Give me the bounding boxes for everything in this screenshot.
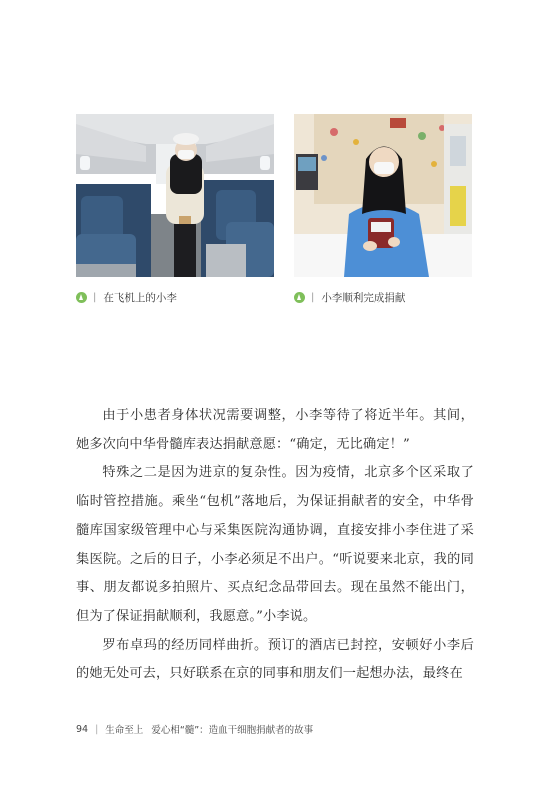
- paragraph-1: 由于小患者身体状况需要调整，小李等待了将近半年。其间，她多次向中华骨髓库表达捐献意愿：“确定，无比确定！”: [76, 408, 474, 452]
- paragraph-2: 特殊之二是因为进京的复杂性。因为疫情，北京多个区采取了临时管控措施。乘坐“包机”落地后，为保证捐献者的安全，中华骨髓库国家级管理中心与采集医院沟通协调，直接安排小李住进了采集医院。之后的日子，小李必须足不出户。“听说要来北京，我的同事、朋友都说多拍照片、买点纪念品带回去。现在虽然不能出门，但为了保证捐献顺利，我愿意。”小李说。: [76, 465, 474, 624]
- caption-marker-icon: [294, 292, 305, 303]
- caption-marker-icon: [76, 292, 87, 303]
- page-footer: [76, 722, 313, 736]
- caption-text: 小李顺利完成捐献: [321, 291, 406, 304]
- caption-hospital: [294, 289, 405, 305]
- chapter-title: 爱心相“髓”：造血干细胞捐献者的故事: [151, 725, 314, 736]
- caption-airplane: [76, 289, 177, 305]
- photo-hospital: [294, 114, 472, 277]
- caption-separator: |: [311, 291, 315, 303]
- article-body: [76, 402, 474, 689]
- caption-separator: |: [93, 291, 97, 303]
- footer-separator: |: [95, 723, 99, 735]
- page-number: 94: [76, 723, 89, 735]
- caption-text: 在飞机上的小李: [103, 291, 177, 304]
- photo-airplane: [76, 114, 274, 277]
- book-title: 生命至上: [105, 725, 144, 736]
- paragraph-3: 罗布卓玛的经历同样曲折。预订的酒店已封控，安顿好小李后的她无处可去，只好联系在京的同事和朋友们一起想办法，最终在: [76, 637, 474, 682]
